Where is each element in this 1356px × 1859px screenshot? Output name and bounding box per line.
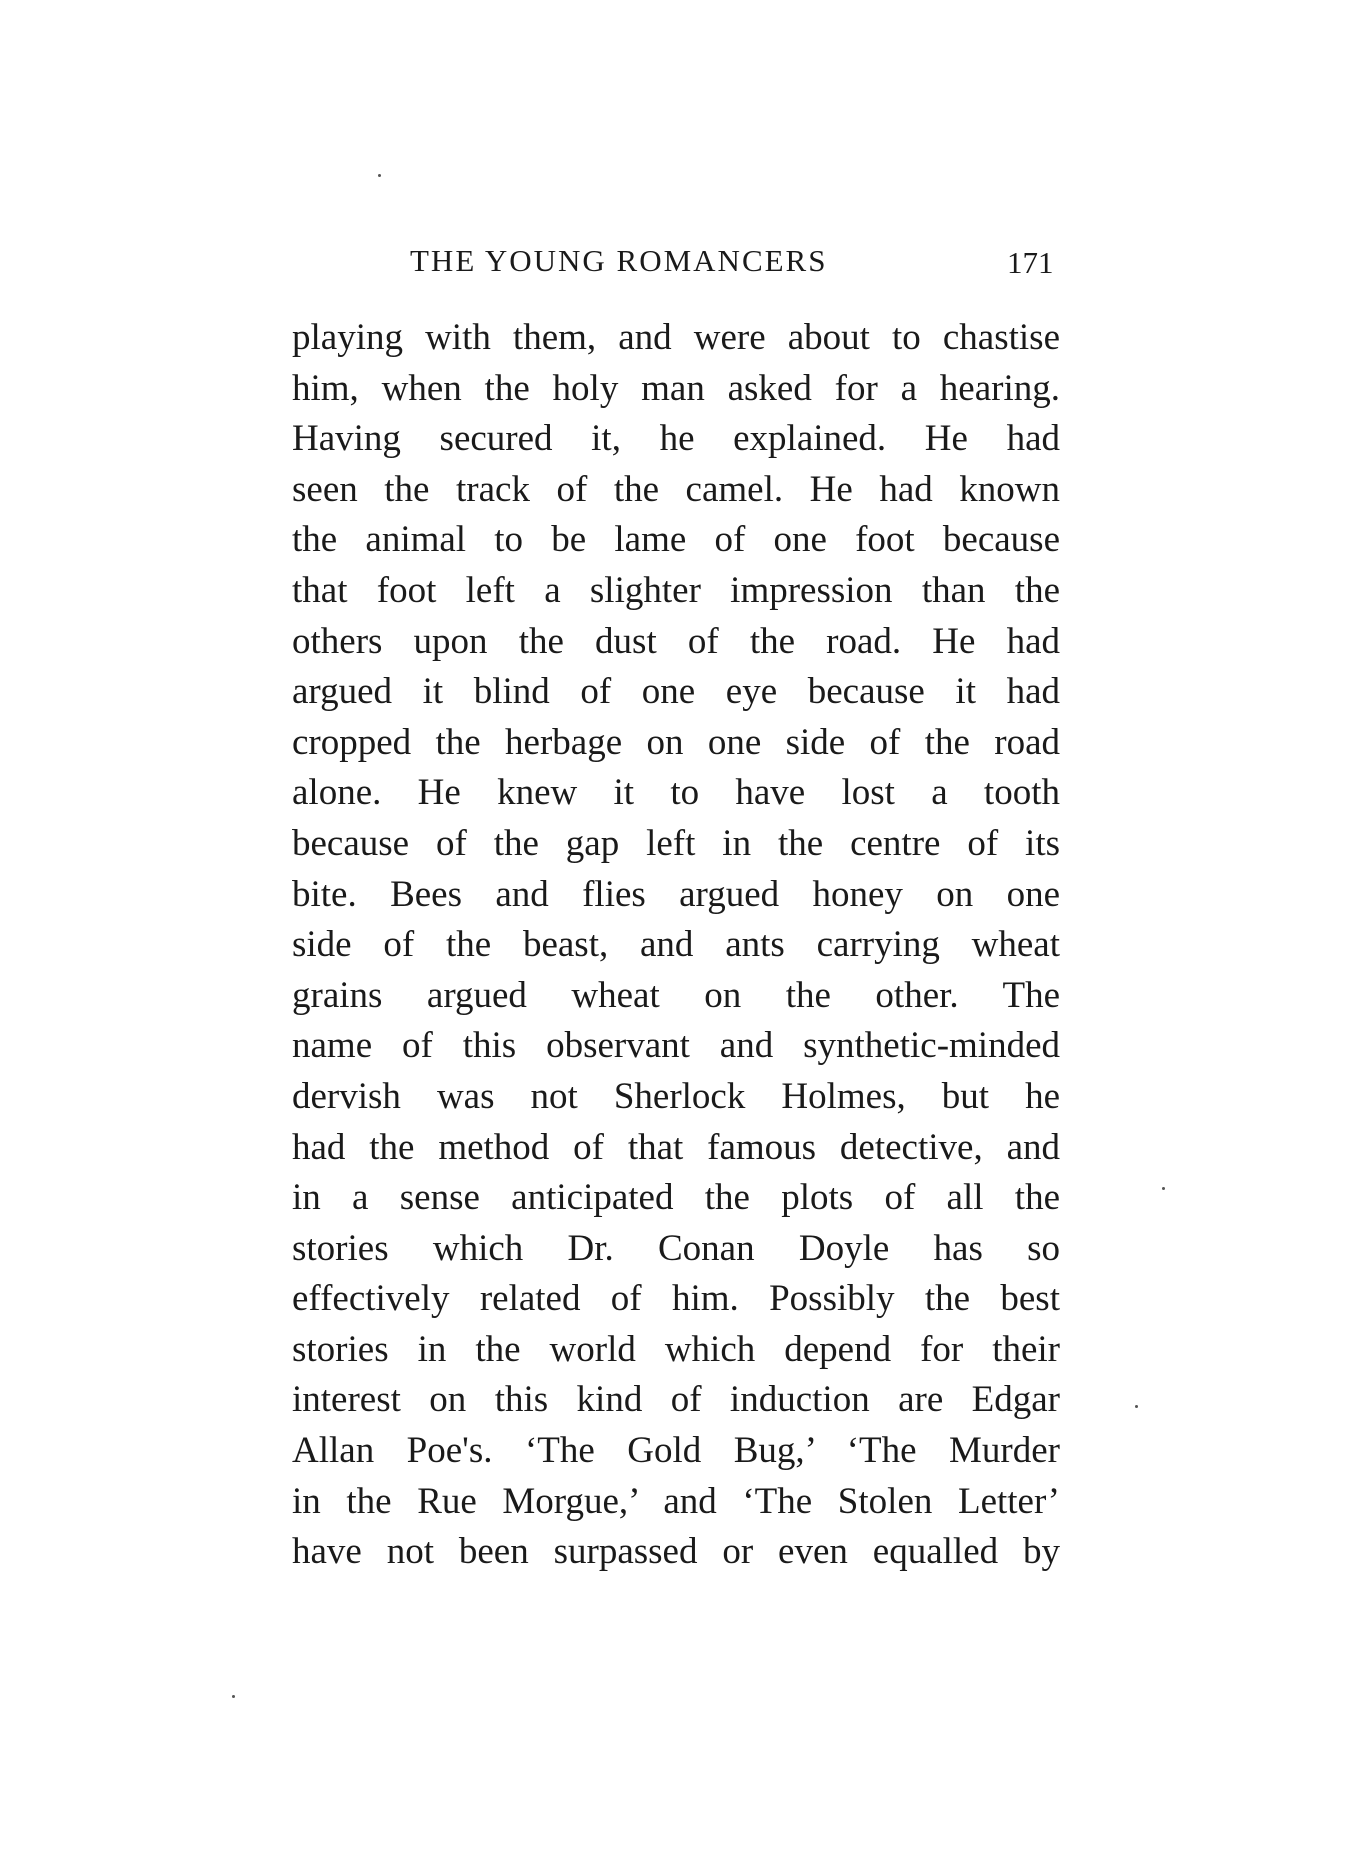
text-line: had the method of that famous detective, and: [292, 1126, 1060, 1168]
text-line: side of the beast, and ants carrying wheat: [292, 924, 1060, 966]
text-line: have not been surpassed or even equalled by: [292, 1531, 1060, 1573]
text-line: in the Rue Morgue,’ and ‘The Stolen Letter’: [292, 1480, 1060, 1522]
text-line: stories which Dr. Conan Doyle has so: [292, 1227, 1060, 1269]
text-line: the animal to be lame of one foot because: [292, 519, 1060, 561]
scan-speck: [1162, 1187, 1165, 1190]
text-line: others upon the dust of the road. He had: [292, 620, 1060, 662]
scan-speck: [232, 1695, 235, 1698]
text-line: grains argued wheat on the other. The: [292, 974, 1060, 1016]
text-line: Allan Poe's. ‘The Gold Bug,’ ‘The Murder: [292, 1430, 1060, 1472]
text-line: that foot left a slighter impression than the: [292, 569, 1060, 611]
scan-speck: [378, 174, 381, 177]
text-line: bite. Bees and flies argued honey on one: [292, 873, 1060, 915]
text-line: alone. He knew it to have lost a tooth: [292, 772, 1060, 814]
text-line: cropped the herbage on one side of the road: [292, 721, 1060, 763]
text-line: in a sense anticipated the plots of all the: [292, 1177, 1060, 1219]
text-line: stories in the world which depend for their: [292, 1328, 1060, 1370]
running-title: THE YOUNG ROMANCERS: [410, 243, 828, 278]
body-text: [292, 313, 1060, 1578]
scan-speck: [1135, 1405, 1138, 1408]
page-number: 171: [1007, 245, 1054, 280]
text-line: seen the track of the camel. He had known: [292, 468, 1060, 510]
text-line: interest on this kind of induction are Edgar: [292, 1379, 1060, 1421]
text-line: because of the gap left in the centre of its: [292, 822, 1060, 864]
text-line: playing with them, and were about to chastise: [292, 317, 1060, 358]
text-line: Having secured it, he explained. He had: [292, 418, 1060, 460]
text-line: him, when the holy man asked for a hearing.: [292, 367, 1060, 409]
text-line: dervish was not Sherlock Holmes, but he: [292, 1075, 1060, 1117]
text-line: effectively related of him. Possibly the best: [292, 1278, 1060, 1320]
text-line: argued it blind of one eye because it had: [292, 671, 1060, 713]
text-line: name of this observant and synthetic-minded: [292, 1025, 1060, 1067]
